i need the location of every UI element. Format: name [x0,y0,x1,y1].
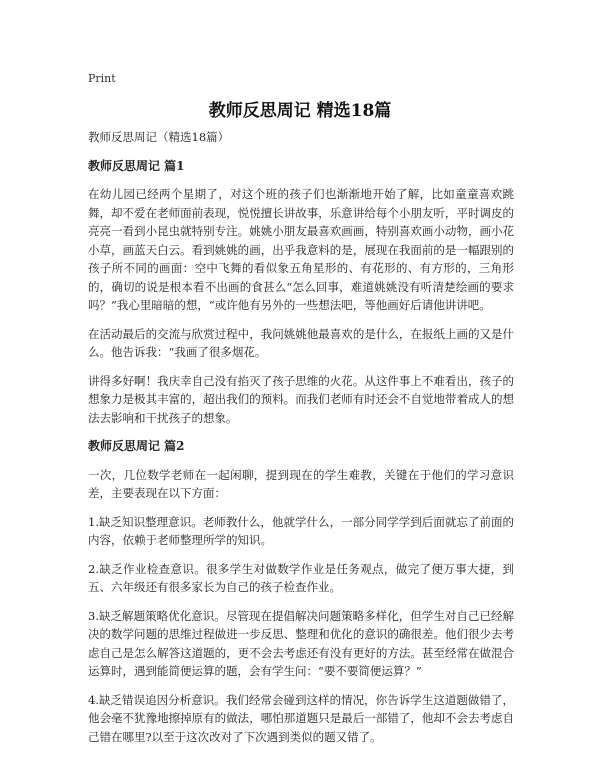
paragraph: 1.缺乏知识整理意识。老师教什么，他就学什么，一部分同学学到后面就忘了前面的内容，依赖于老师整理所学的知识。 [88,514,514,547]
paragraph: 3.缺乏解题策略优化意识。尽管现在提倡解决问题策略多样化，但学生对自己已经解决的数学问题的思维过程做进一步反思、整理和优化的意识的确很差。他们很少去考虑自己是怎么解答这道题的，更不会去考虑还有没有更好的方法。甚至经常在做混合运算时，遇到能简便运算的题，会有学生问：“要不要简便运算？” [88,608,514,678]
paragraph: 4.缺乏错误追因分析意识。我们经常会碰到这样的情况，你告诉学生这道题做错了，他会毫不犹豫地擦掉原有的做法，哪怕那道题只是最后一部错了，他却不会去考虑自己错在哪里?以至于这次改对了下次遇到类似的题又错了。 [88,692,514,744]
section-2 [88,437,514,746]
paragraph: 2.缺乏作业检查意识。很多学生对做数学作业是任务观点，做完了便万事大捷，到五、六年级还有很多家长为自己的孩子检查作业。 [88,561,514,594]
paragraph: 一次，几位数学老师在一起闲聊，提到现在的学生难教，关键在于他们的学习意识差，主要表现在以下方面： [88,467,514,500]
section-heading: 教师反思周记 篇2 [88,439,185,453]
section-1 [88,157,514,428]
paragraph: 在活动最后的交流与欣赏过程中，我问姚姚他最喜欢的是什么，在报纸上画的又是什么。他告诉我：“我画了很多烟花。 [88,326,514,359]
section-heading: 教师反思周记 篇1 [88,158,185,173]
print-label: Print [88,72,116,85]
paragraph: 在幼儿园已经两个星期了，对这个班的孩子们也渐渐地开始了解，比如童童喜欢跳舞，却不爱在老师面前表现，悦悦擅长讲故事，乐意讲给每个小朋友听，平时调皮的亮亮一看到小昆虫就特别专注。姚姚小朋友最喜欢画画，特别喜欢画小动物，画小花小草，画蓝天白云。看到姚姚的画，出乎我意料的是，展现在我面前的是一幅跟别的孩子所不同的画面：空中飞舞的看似象五角星形的、有花形的、有方形的，三角形的，确切的说是根本看不出画的食甚么“怎么回事，难道姚姚没有听清楚绘画的要求吗？”我心里暗暗的想，“或许他有另外的一些想法吧，等他画好后请他讲讲吧。 [88,187,514,312]
document-subtitle: 教师反思周记（精选18篇） [88,130,230,144]
page-title: 教师反思周记 精选18篇 [208,101,392,121]
document-body [88,128,514,756]
paragraph: 讲得多好啊！我庆幸自己没有掐灭了孩子思维的火花。从这件事上不难看出，孩子的想象力是极其丰富的，超出我们的预料。而我们老师有时还会不自觉地带着成人的想法去影响和干扰孩子的想象。 [88,373,514,425]
